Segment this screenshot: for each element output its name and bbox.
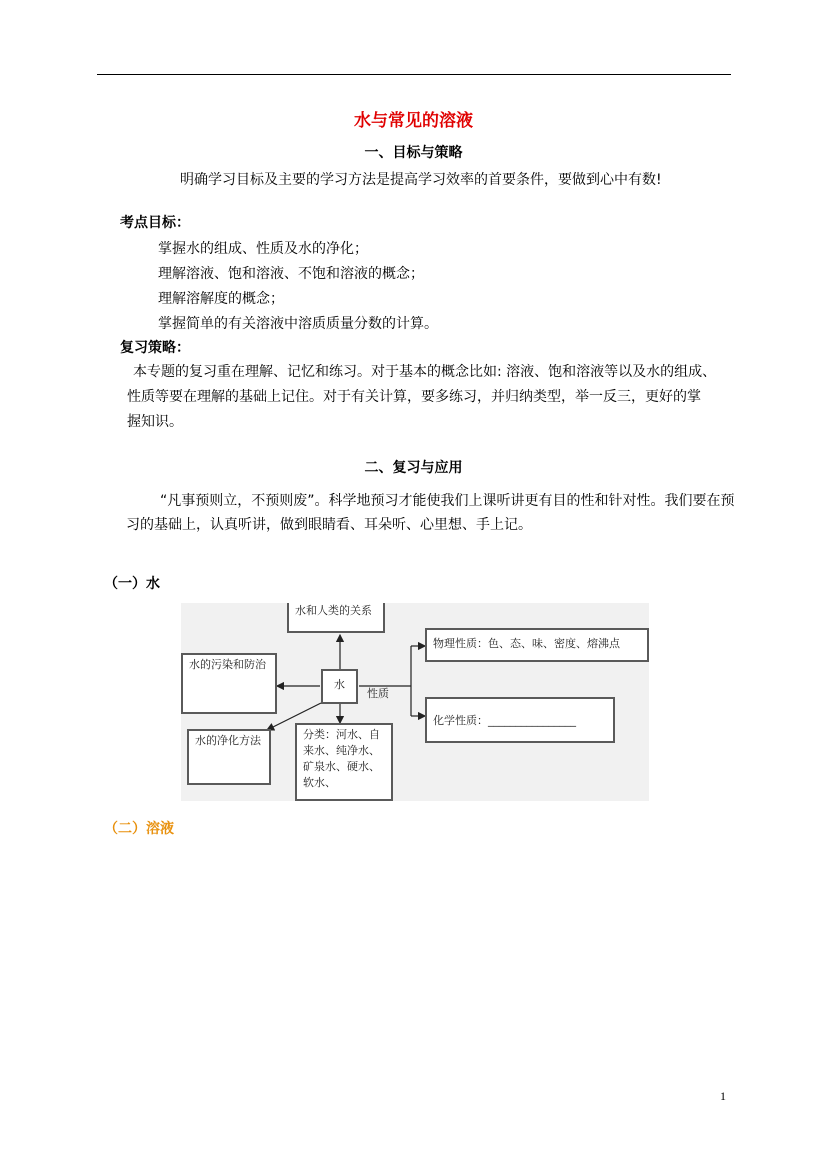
strategy-line: 本专题的复习重在理解、记忆和练习。对于基本的概念比如: 溶液、饱和溶液等以及水的组成、 — [133, 364, 717, 380]
section1-heading: 一、目标与策略 — [364, 145, 463, 161]
purification-box: 水的净化方法 — [187, 729, 271, 785]
objective-item: 掌握水的组成、性质及水的净化； — [158, 241, 368, 257]
classification-box: 分类：河水、自来水、纯净水、矿泉水、硬水、软水、 — [295, 723, 393, 801]
strategy-line: 性质等要在理解的基础上记住。对于有关计算，要多练习，并归纳类型，举一反三，更好的掌 — [127, 389, 701, 405]
chemical-property-blank: ________________ — [488, 714, 576, 727]
physical-property-box: 物理性质：色、态、味、密度、熔沸点 — [425, 628, 649, 662]
chemical-property-box — [425, 697, 615, 743]
strategy-line: 握知识。 — [127, 414, 183, 430]
chemical-property-label: 化学性质： — [433, 714, 488, 727]
header-rule — [97, 74, 731, 75]
property-label: 性质 — [367, 687, 389, 700]
page-title: 水与常见的溶液 — [354, 111, 473, 131]
strategy-label: 复习策略： — [120, 340, 190, 356]
human-relation-box: 水和人类的关系 — [287, 603, 385, 633]
water-center-box: 水 — [321, 669, 358, 704]
objective-item: 理解溶解度的概念； — [158, 291, 284, 307]
objective-item: 理解溶液、饱和溶液、不饱和溶液的概念； — [158, 266, 424, 282]
pollution-box: 水的污染和防治 — [181, 653, 277, 714]
section2-line: 习的基础上，认真听讲，做到眼睛看、耳朵听、心里想、手上记。 — [126, 517, 532, 533]
part-water-label: （一）水 — [104, 576, 160, 592]
section2-line: “凡事预则立，不预则废”。科学地预习才能使我们上课听讲更有目的性和针对性。我们要在预 — [160, 493, 735, 509]
section1-intro: 明确学习目标及主要的学习方法是提高学习效率的首要条件，要做到心中有数! — [180, 172, 662, 188]
page-number: 1 — [720, 1089, 726, 1103]
section2-heading: 二、复习与应用 — [364, 460, 463, 476]
objectives-label: 考点目标： — [120, 215, 190, 231]
water-concept-diagram — [181, 603, 649, 801]
part-solution-label: （二）溶液 — [104, 821, 174, 837]
objective-item: 掌握简单的有关溶液中溶质质量分数的计算。 — [158, 316, 438, 332]
